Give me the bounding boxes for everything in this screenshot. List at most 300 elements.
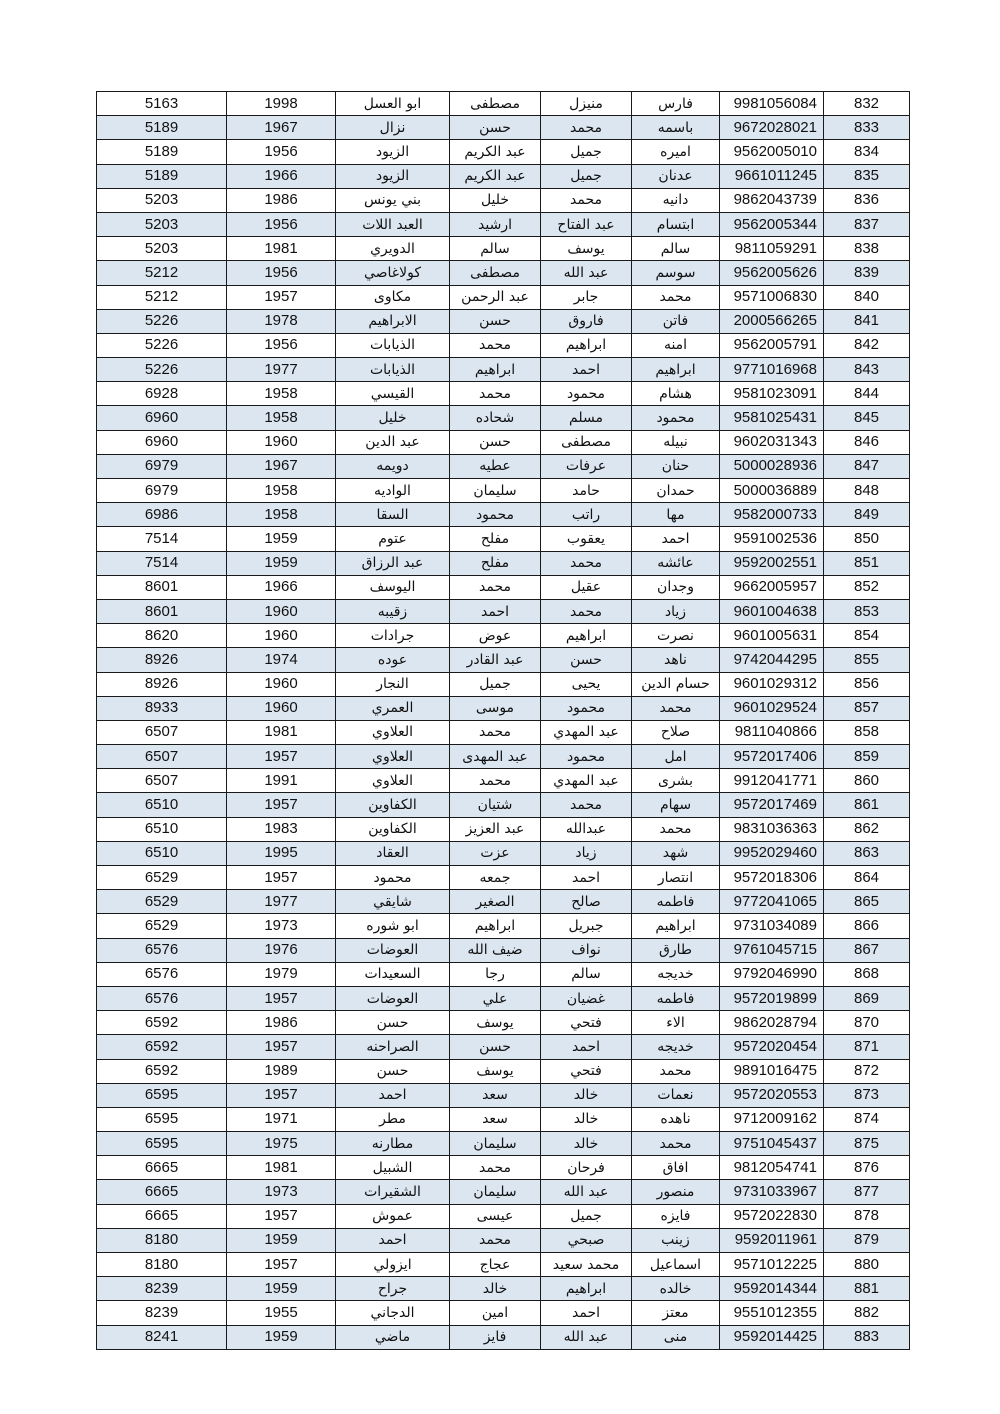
cell-code: 6960 [97, 430, 227, 454]
table-row [97, 914, 910, 938]
cell-national-id: 9572019899 [720, 986, 824, 1010]
cell-father-name: يوسف [541, 237, 632, 261]
cell-national-id: 9912041771 [720, 769, 824, 793]
records-table-body [97, 92, 910, 1350]
cell-serial-number: 852 [824, 575, 910, 599]
cell-national-id: 9572018306 [720, 866, 824, 890]
cell-birth-year: 1998 [227, 92, 336, 116]
cell-family-name: مطر [336, 1107, 450, 1131]
records-sheet [96, 91, 909, 1350]
cell-code: 6507 [97, 720, 227, 744]
cell-family-name: جرادات [336, 624, 450, 648]
cell-family-name: نزال [336, 116, 450, 140]
cell-national-id: 9562005626 [720, 261, 824, 285]
cell-family-name: بني يونس [336, 188, 450, 212]
cell-family-name: الكفاوين [336, 817, 450, 841]
cell-code: 5226 [97, 333, 227, 357]
cell-serial-number: 856 [824, 672, 910, 696]
table-row [97, 841, 910, 865]
cell-national-id: 9601005631 [720, 624, 824, 648]
cell-birth-year: 1960 [227, 696, 336, 720]
cell-code: 6960 [97, 406, 227, 430]
cell-serial-number: 880 [824, 1253, 910, 1277]
cell-family-name: العمري [336, 696, 450, 720]
cell-first-name: سهام [632, 793, 720, 817]
cell-birth-year: 1959 [227, 551, 336, 575]
cell-first-name: نعمات [632, 1083, 720, 1107]
cell-father-name: عرفات [541, 454, 632, 478]
cell-first-name: سوسم [632, 261, 720, 285]
cell-first-name: عائشه [632, 551, 720, 575]
cell-grandfather-name: سعد [450, 1083, 541, 1107]
cell-birth-year: 1979 [227, 962, 336, 986]
cell-birth-year: 1957 [227, 745, 336, 769]
cell-father-name: مسلم [541, 406, 632, 430]
table-row [97, 503, 910, 527]
cell-father-name: حامد [541, 479, 632, 503]
cell-grandfather-name: عبد الكريم [450, 164, 541, 188]
cell-national-id: 9581023091 [720, 382, 824, 406]
table-row [97, 527, 910, 551]
table-row [97, 261, 910, 285]
cell-birth-year: 1974 [227, 648, 336, 672]
cell-family-name: العلاوي [336, 769, 450, 793]
cell-father-name: جميل [541, 164, 632, 188]
cell-national-id: 5000028936 [720, 454, 824, 478]
cell-father-name: محمود [541, 745, 632, 769]
cell-national-id: 9601029524 [720, 696, 824, 720]
cell-father-name: محمد سعيد [541, 1253, 632, 1277]
cell-father-name: يحيى [541, 672, 632, 696]
cell-first-name: منصور [632, 1180, 720, 1204]
cell-family-name: ابو شوره [336, 914, 450, 938]
cell-first-name: حمدان [632, 479, 720, 503]
cell-grandfather-name: محمد [450, 769, 541, 793]
cell-birth-year: 1991 [227, 769, 336, 793]
table-row [97, 1301, 910, 1325]
cell-serial-number: 882 [824, 1301, 910, 1325]
cell-national-id: 9661011245 [720, 164, 824, 188]
cell-national-id: 9562005344 [720, 212, 824, 236]
cell-code: 5212 [97, 285, 227, 309]
cell-grandfather-name: شحاده [450, 406, 541, 430]
table-row [97, 793, 910, 817]
cell-code: 5212 [97, 261, 227, 285]
cell-birth-year: 1956 [227, 333, 336, 357]
cell-code: 5226 [97, 309, 227, 333]
table-row [97, 1059, 910, 1083]
cell-family-name: القيسي [336, 382, 450, 406]
cell-serial-number: 878 [824, 1204, 910, 1228]
cell-father-name: عبد الله [541, 261, 632, 285]
cell-first-name: سالم [632, 237, 720, 261]
cell-birth-year: 1986 [227, 188, 336, 212]
cell-first-name: فاطمه [632, 890, 720, 914]
cell-birth-year: 1958 [227, 479, 336, 503]
cell-national-id: 9812054741 [720, 1156, 824, 1180]
cell-national-id: 9551012355 [720, 1301, 824, 1325]
cell-serial-number: 862 [824, 817, 910, 841]
cell-serial-number: 835 [824, 164, 910, 188]
cell-serial-number: 859 [824, 745, 910, 769]
cell-birth-year: 1957 [227, 866, 336, 890]
table-row [97, 188, 910, 212]
cell-national-id: 9581025431 [720, 406, 824, 430]
cell-grandfather-name: سليمان [450, 1132, 541, 1156]
cell-father-name: جابر [541, 285, 632, 309]
cell-family-name: شايقي [336, 890, 450, 914]
cell-first-name: هشام [632, 382, 720, 406]
cell-grandfather-name: مصطفى [450, 92, 541, 116]
cell-grandfather-name: حسن [450, 309, 541, 333]
cell-grandfather-name: عجاج [450, 1253, 541, 1277]
cell-family-name: محمود [336, 866, 450, 890]
cell-serial-number: 832 [824, 92, 910, 116]
cell-father-name: راتب [541, 503, 632, 527]
cell-first-name: مها [632, 503, 720, 527]
cell-first-name: خديجه [632, 1035, 720, 1059]
cell-grandfather-name: يوسف [450, 1011, 541, 1035]
cell-family-name: العلاوي [336, 745, 450, 769]
cell-national-id: 9572022830 [720, 1204, 824, 1228]
cell-code: 6595 [97, 1083, 227, 1107]
cell-birth-year: 1981 [227, 237, 336, 261]
cell-birth-year: 1957 [227, 1083, 336, 1107]
cell-grandfather-name: مفلح [450, 527, 541, 551]
table-row [97, 1083, 910, 1107]
table-row [97, 1204, 910, 1228]
cell-first-name: اسماعيل [632, 1253, 720, 1277]
cell-code: 6592 [97, 1059, 227, 1083]
cell-grandfather-name: يوسف [450, 1059, 541, 1083]
cell-code: 6507 [97, 769, 227, 793]
cell-code: 8926 [97, 672, 227, 696]
cell-first-name: محمد [632, 696, 720, 720]
cell-code: 8239 [97, 1301, 227, 1325]
cell-first-name: فارس [632, 92, 720, 116]
cell-family-name: الزيود [336, 140, 450, 164]
cell-national-id: 9562005010 [720, 140, 824, 164]
cell-serial-number: 883 [824, 1325, 910, 1349]
table-row [97, 986, 910, 1010]
cell-father-name: جميل [541, 140, 632, 164]
cell-serial-number: 874 [824, 1107, 910, 1131]
cell-code: 8620 [97, 624, 227, 648]
table-row [97, 454, 910, 478]
cell-family-name: ابو العسل [336, 92, 450, 116]
cell-first-name: ناهده [632, 1107, 720, 1131]
cell-family-name: الذيابات [336, 333, 450, 357]
cell-grandfather-name: محمد [450, 575, 541, 599]
cell-birth-year: 1958 [227, 503, 336, 527]
table-row [97, 140, 910, 164]
cell-birth-year: 1960 [227, 624, 336, 648]
cell-serial-number: 834 [824, 140, 910, 164]
cell-family-name: السعيدات [336, 962, 450, 986]
cell-first-name: نبيله [632, 430, 720, 454]
cell-first-name: محمد [632, 817, 720, 841]
cell-father-name: ابراهيم [541, 1277, 632, 1301]
cell-father-name: محمد [541, 116, 632, 140]
cell-family-name: عوده [336, 648, 450, 672]
cell-family-name: اليوسف [336, 575, 450, 599]
cell-serial-number: 838 [824, 237, 910, 261]
cell-first-name: احمد [632, 527, 720, 551]
cell-birth-year: 1995 [227, 841, 336, 865]
cell-first-name: شهد [632, 841, 720, 865]
cell-national-id: 9772041065 [720, 890, 824, 914]
cell-national-id: 9592014344 [720, 1277, 824, 1301]
cell-serial-number: 865 [824, 890, 910, 914]
cell-grandfather-name: سليمان [450, 479, 541, 503]
table-row [97, 1156, 910, 1180]
cell-serial-number: 858 [824, 720, 910, 744]
cell-birth-year: 1959 [227, 1325, 336, 1349]
cell-national-id: 9592014425 [720, 1325, 824, 1349]
cell-family-name: كولاغاصي [336, 261, 450, 285]
cell-serial-number: 873 [824, 1083, 910, 1107]
cell-first-name: انتصار [632, 866, 720, 890]
cell-first-name: حنان [632, 454, 720, 478]
cell-code: 6510 [97, 817, 227, 841]
cell-grandfather-name: ابراهيم [450, 914, 541, 938]
cell-national-id: 9601029312 [720, 672, 824, 696]
cell-grandfather-name: حسن [450, 430, 541, 454]
cell-father-name: عبد المهدي [541, 720, 632, 744]
cell-birth-year: 1960 [227, 599, 336, 623]
cell-national-id: 9591002536 [720, 527, 824, 551]
cell-grandfather-name: سليمان [450, 1180, 541, 1204]
table-row [97, 285, 910, 309]
cell-family-name: الدجاني [336, 1301, 450, 1325]
cell-code: 6510 [97, 841, 227, 865]
table-row [97, 672, 910, 696]
cell-serial-number: 869 [824, 986, 910, 1010]
cell-birth-year: 1959 [227, 1228, 336, 1252]
cell-serial-number: 836 [824, 188, 910, 212]
cell-father-name: حسن [541, 648, 632, 672]
cell-father-name: احمد [541, 1035, 632, 1059]
table-row [97, 575, 910, 599]
cell-code: 5189 [97, 140, 227, 164]
cell-family-name: احمد [336, 1228, 450, 1252]
cell-first-name: امل [632, 745, 720, 769]
cell-birth-year: 1958 [227, 406, 336, 430]
cell-grandfather-name: سعد [450, 1107, 541, 1131]
cell-birth-year: 1957 [227, 793, 336, 817]
cell-father-name: منيزل [541, 92, 632, 116]
cell-grandfather-name: عوض [450, 624, 541, 648]
cell-first-name: امنه [632, 333, 720, 357]
cell-father-name: سالم [541, 962, 632, 986]
cell-father-name: ابراهيم [541, 333, 632, 357]
cell-grandfather-name: عبد القادر [450, 648, 541, 672]
cell-father-name: محمود [541, 696, 632, 720]
cell-grandfather-name: حسن [450, 1035, 541, 1059]
cell-national-id: 9562005791 [720, 333, 824, 357]
cell-father-name: احمد [541, 1301, 632, 1325]
cell-first-name: صلاح [632, 720, 720, 744]
cell-father-name: احمد [541, 358, 632, 382]
cell-father-name: محمود [541, 382, 632, 406]
cell-grandfather-name: امين [450, 1301, 541, 1325]
cell-grandfather-name: مفلح [450, 551, 541, 575]
cell-birth-year: 1978 [227, 309, 336, 333]
cell-birth-year: 1956 [227, 261, 336, 285]
table-row [97, 1011, 910, 1035]
cell-first-name: ابراهيم [632, 358, 720, 382]
cell-family-name: حسن [336, 1011, 450, 1035]
cell-code: 6529 [97, 890, 227, 914]
cell-birth-year: 1966 [227, 575, 336, 599]
table-row [97, 817, 910, 841]
cell-serial-number: 853 [824, 599, 910, 623]
cell-family-name: خليل [336, 406, 450, 430]
cell-father-name: فرحان [541, 1156, 632, 1180]
cell-family-name: مطارنه [336, 1132, 450, 1156]
cell-code: 6979 [97, 454, 227, 478]
cell-father-name: صالح [541, 890, 632, 914]
cell-grandfather-name: عبد المهدى [450, 745, 541, 769]
cell-father-name: صبحي [541, 1228, 632, 1252]
cell-serial-number: 870 [824, 1011, 910, 1035]
cell-family-name: الشقيرات [336, 1180, 450, 1204]
cell-father-name: محمد [541, 599, 632, 623]
cell-national-id: 9572017469 [720, 793, 824, 817]
cell-national-id: 9572017406 [720, 745, 824, 769]
table-row [97, 1035, 910, 1059]
cell-father-name: خالد [541, 1132, 632, 1156]
cell-code: 6592 [97, 1035, 227, 1059]
cell-national-id: 9712009162 [720, 1107, 824, 1131]
cell-family-name: الزيود [336, 164, 450, 188]
cell-national-id: 5000036889 [720, 479, 824, 503]
cell-family-name: السقا [336, 503, 450, 527]
table-row [97, 116, 910, 140]
cell-grandfather-name: مصطفى [450, 261, 541, 285]
cell-first-name: فاتن [632, 309, 720, 333]
cell-birth-year: 1973 [227, 1180, 336, 1204]
cell-father-name: نواف [541, 938, 632, 962]
cell-grandfather-name: عيسى [450, 1204, 541, 1228]
table-row [97, 1228, 910, 1252]
cell-grandfather-name: ضيف الله [450, 938, 541, 962]
cell-code: 8933 [97, 696, 227, 720]
cell-first-name: ابراهيم [632, 914, 720, 938]
cell-birth-year: 1971 [227, 1107, 336, 1131]
cell-first-name: محمد [632, 1059, 720, 1083]
cell-grandfather-name: جمعه [450, 866, 541, 890]
cell-first-name: باسمه [632, 116, 720, 140]
cell-father-name: عبدالله [541, 817, 632, 841]
cell-code: 6665 [97, 1156, 227, 1180]
cell-code: 6928 [97, 382, 227, 406]
cell-family-name: دويمه [336, 454, 450, 478]
cell-serial-number: 847 [824, 454, 910, 478]
cell-father-name: محمد [541, 188, 632, 212]
table-row [97, 1107, 910, 1131]
cell-father-name: احمد [541, 866, 632, 890]
cell-first-name: زينب [632, 1228, 720, 1252]
cell-national-id: 9662005957 [720, 575, 824, 599]
cell-national-id: 9592011961 [720, 1228, 824, 1252]
table-row [97, 1325, 910, 1349]
cell-grandfather-name: ابراهيم [450, 358, 541, 382]
cell-national-id: 9592002551 [720, 551, 824, 575]
cell-serial-number: 867 [824, 938, 910, 962]
cell-first-name: معتز [632, 1301, 720, 1325]
cell-grandfather-name: الصغير [450, 890, 541, 914]
cell-code: 6507 [97, 745, 227, 769]
cell-grandfather-name: محمود [450, 503, 541, 527]
cell-national-id: 9601004638 [720, 599, 824, 623]
cell-code: 6576 [97, 938, 227, 962]
cell-family-name: العوضات [336, 986, 450, 1010]
cell-serial-number: 854 [824, 624, 910, 648]
cell-grandfather-name: خليل [450, 188, 541, 212]
cell-serial-number: 872 [824, 1059, 910, 1083]
table-row [97, 745, 910, 769]
cell-grandfather-name: عبد العزيز [450, 817, 541, 841]
cell-first-name: افاق [632, 1156, 720, 1180]
cell-birth-year: 1975 [227, 1132, 336, 1156]
table-row [97, 551, 910, 575]
cell-serial-number: 839 [824, 261, 910, 285]
cell-first-name: زياد [632, 599, 720, 623]
cell-serial-number: 850 [824, 527, 910, 551]
cell-family-name: الدويري [336, 237, 450, 261]
cell-grandfather-name: رجا [450, 962, 541, 986]
cell-code: 6665 [97, 1180, 227, 1204]
cell-father-name: فتحي [541, 1059, 632, 1083]
cell-grandfather-name: علي [450, 986, 541, 1010]
cell-code: 6979 [97, 479, 227, 503]
cell-national-id: 9811059291 [720, 237, 824, 261]
cell-father-name: مصطفى [541, 430, 632, 454]
table-row [97, 212, 910, 236]
cell-national-id: 9571012225 [720, 1253, 824, 1277]
cell-national-id: 9952029460 [720, 841, 824, 865]
cell-code: 6529 [97, 914, 227, 938]
cell-birth-year: 1959 [227, 1277, 336, 1301]
cell-serial-number: 843 [824, 358, 910, 382]
cell-code: 8241 [97, 1325, 227, 1349]
cell-code: 5189 [97, 116, 227, 140]
cell-code: 8239 [97, 1277, 227, 1301]
table-row [97, 333, 910, 357]
cell-national-id: 9602031343 [720, 430, 824, 454]
cell-first-name: وجدان [632, 575, 720, 599]
cell-code: 6595 [97, 1132, 227, 1156]
table-row [97, 309, 910, 333]
cell-birth-year: 1973 [227, 914, 336, 938]
table-row [97, 720, 910, 744]
cell-national-id: 9672028021 [720, 116, 824, 140]
cell-national-id: 9571006830 [720, 285, 824, 309]
cell-code: 6592 [97, 1011, 227, 1035]
cell-national-id: 9572020553 [720, 1083, 824, 1107]
cell-birth-year: 1977 [227, 358, 336, 382]
cell-birth-year: 1966 [227, 164, 336, 188]
cell-serial-number: 871 [824, 1035, 910, 1059]
cell-serial-number: 876 [824, 1156, 910, 1180]
cell-first-name: محمد [632, 1132, 720, 1156]
cell-first-name: بشرى [632, 769, 720, 793]
cell-serial-number: 861 [824, 793, 910, 817]
table-row [97, 962, 910, 986]
cell-code: 6576 [97, 986, 227, 1010]
cell-family-name: الكفاوين [336, 793, 450, 817]
